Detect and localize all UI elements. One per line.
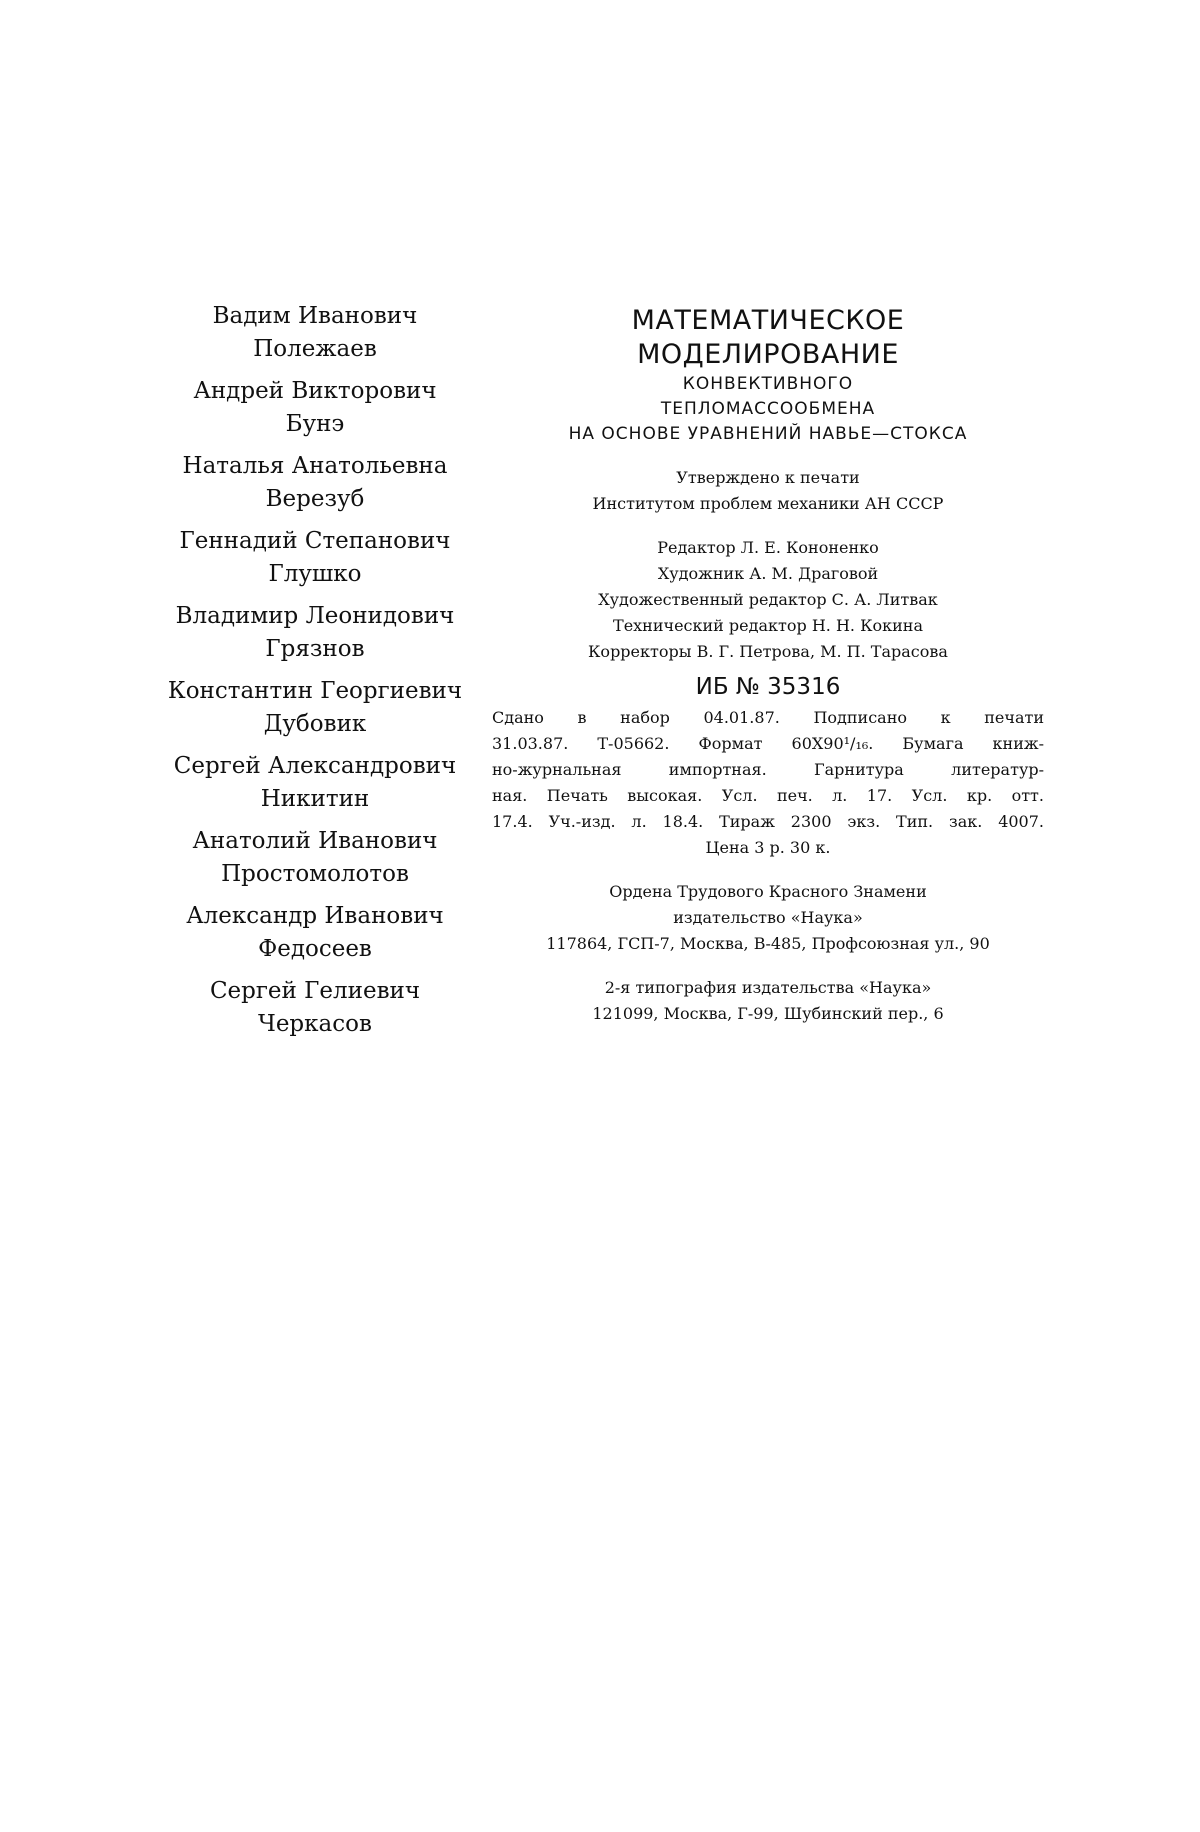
author-entry <box>150 600 480 666</box>
author-entry <box>150 900 480 966</box>
ib-number: ИБ № 35316 <box>695 674 841 700</box>
author-given-name: Вадим Иванович <box>212 303 418 329</box>
author-given-name: Константин Георгиевич <box>167 678 463 704</box>
author-entry <box>150 450 480 516</box>
publisher-line: издательство «Наука» <box>673 908 863 927</box>
author-given-name: Наталья Анатольевна <box>182 453 448 479</box>
approval-note <box>488 465 1048 517</box>
specs-line: Сдано в набор 04.01.87. Подписано к печати <box>492 708 1044 727</box>
author-entry <box>150 375 480 441</box>
author-surname: Грязнов <box>265 636 365 662</box>
specs-line: 31.03.87. Т-05662. Формат 60Х90¹/₁₆. Бумага книж- <box>492 734 1044 753</box>
author-given-name: Геннадий Степанович <box>179 528 451 554</box>
specs-line: но-журнальная импортная. Гарнитура литератур- <box>492 760 1044 779</box>
editor-credit: Редактор Л. Е. Кононенко <box>657 538 879 557</box>
artist-credit: Художник А. М. Драговой <box>657 564 879 583</box>
publisher-info <box>488 879 1048 957</box>
book-title <box>488 304 1048 447</box>
author-list <box>150 300 480 1050</box>
author-surname: Федосеев <box>258 936 372 962</box>
printer-address: 121099, Москва, Г-99, Шубинский пер., 6 <box>592 1004 944 1023</box>
author-surname: Полежаев <box>253 336 377 362</box>
author-surname: Верезуб <box>265 486 365 512</box>
author-entry <box>150 525 480 591</box>
author-entry <box>150 825 480 891</box>
author-surname: Никитин <box>260 786 370 812</box>
publisher-line: Ордена Трудового Красного Знамени <box>609 882 927 901</box>
title-line: МАТЕМАТИЧЕСКОЕ <box>631 305 905 336</box>
author-given-name: Александр Иванович <box>186 903 444 929</box>
author-surname: Простомолотов <box>221 861 409 887</box>
author-surname: Бунэ <box>285 411 345 437</box>
author-entry <box>150 300 480 366</box>
author-surname: Дубовик <box>263 711 367 737</box>
publisher-address: 117864, ГСП-7, Москва, В-485, Профсоюзная ул., 90 <box>546 934 990 953</box>
subtitle-line: КОНВЕКТИВНОГО <box>682 374 854 394</box>
subtitle-line: НА ОСНОВЕ УРАВНЕНИЙ НАВЬЕ—СТОКСА <box>568 424 968 444</box>
price: Цена 3 р. 30 к. <box>705 838 831 857</box>
approval-line: Утверждено к печати <box>676 468 860 487</box>
specs-line: 17.4. Уч.-изд. л. 18.4. Тираж 2300 экз. Тип. зак. 4007. <box>492 812 1044 831</box>
author-given-name: Анатолий Иванович <box>192 828 438 854</box>
author-given-name: Сергей Гелиевич <box>209 978 421 1004</box>
tech-editor-credit: Технический редактор Н. Н. Кокина <box>613 616 923 635</box>
author-entry <box>150 750 480 816</box>
author-surname: Глушко <box>268 561 362 587</box>
imprint <box>488 304 1048 1027</box>
specs-line: ная. Печать высокая. Усл. печ. л. 17. Усл. кр. отт. <box>492 786 1044 805</box>
printer-line: 2-я типография издательства «Наука» <box>604 978 932 997</box>
art-editor-credit: Художественный редактор С. А. Литвак <box>598 590 938 609</box>
printer-info <box>488 975 1048 1027</box>
author-given-name: Сергей Александрович <box>173 753 457 779</box>
author-given-name: Владимир Леонидович <box>175 603 455 629</box>
author-surname: Черкасов <box>258 1011 372 1037</box>
author-entry <box>150 675 480 741</box>
subtitle-line: ТЕПЛОМАССООБМЕНА <box>660 399 876 419</box>
proofreaders-credit: Корректоры В. Г. Петрова, М. П. Тарасова <box>588 642 948 661</box>
staff-credits <box>488 535 1048 665</box>
author-given-name: Андрей Викторович <box>193 378 437 404</box>
print-specs <box>488 705 1048 861</box>
title-line: МОДЕЛИРОВАНИЕ <box>637 339 899 370</box>
approval-line: Институтом проблем механики АН СССР <box>592 494 944 513</box>
author-entry <box>150 975 480 1041</box>
